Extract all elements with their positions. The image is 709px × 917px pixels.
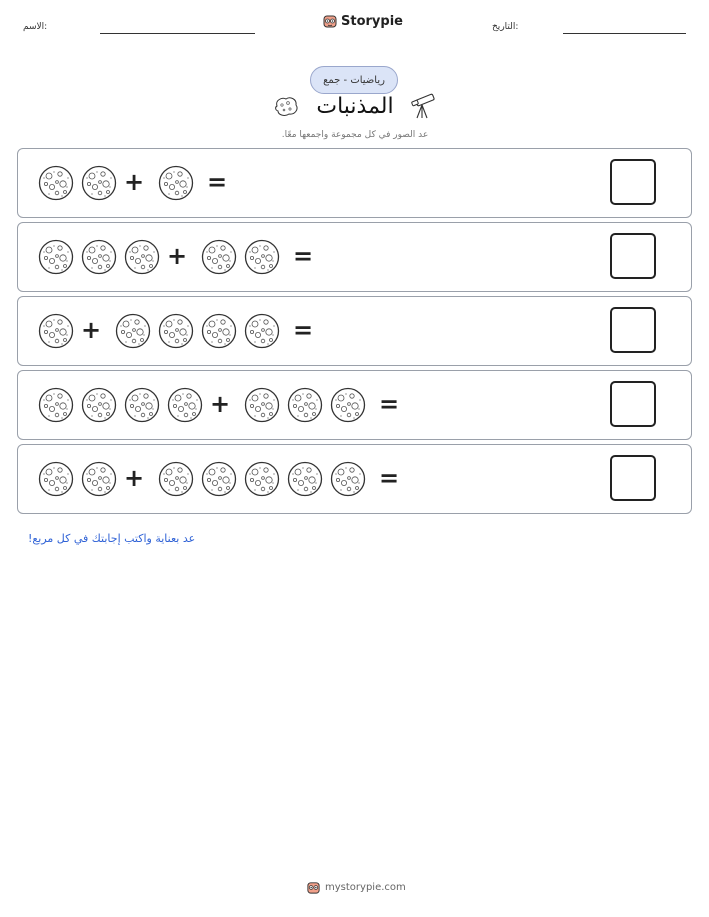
worksheet-subtitle: عد الصور في كل مجموعة واجمعها معًا. xyxy=(281,130,429,140)
comet-icon xyxy=(244,461,280,497)
answer-box[interactable] xyxy=(610,307,656,353)
comet-icon xyxy=(287,461,323,497)
plus-sign: + xyxy=(124,464,145,492)
storypie-logo-icon xyxy=(322,13,338,29)
footer-url[interactable]: mystorypie.com xyxy=(325,882,406,893)
name-line[interactable] xyxy=(100,33,255,34)
comet-icon xyxy=(158,461,194,497)
comet-icon xyxy=(244,239,280,275)
equals-sign: = xyxy=(207,168,228,196)
brand-name: Storypie xyxy=(341,13,403,29)
problem-row xyxy=(17,222,692,292)
equals-sign: = xyxy=(293,316,314,344)
comet-icon xyxy=(244,387,280,423)
problem-row xyxy=(17,444,692,514)
footer-brand xyxy=(306,880,406,895)
name-label: الاسم: xyxy=(23,22,48,32)
comet-icon xyxy=(124,239,160,275)
comet-icon xyxy=(201,461,237,497)
telescope-icon xyxy=(408,92,438,120)
comet-icon xyxy=(81,387,117,423)
comet-icon xyxy=(115,313,151,349)
instruction-note: عد بعناية واكتب إجابتك في كل مربع! xyxy=(28,532,196,545)
comet-icon xyxy=(38,165,74,201)
comet-icon xyxy=(38,239,74,275)
comet-icon xyxy=(38,387,74,423)
problem-row xyxy=(17,296,692,366)
comet-icon xyxy=(158,313,194,349)
comet-icon xyxy=(38,313,74,349)
brand-header xyxy=(322,13,403,29)
storypie-logo-icon xyxy=(306,880,321,895)
comet-icon xyxy=(38,461,74,497)
comet-icon xyxy=(330,387,366,423)
comet-icon xyxy=(81,461,117,497)
equals-sign: = xyxy=(379,390,400,418)
answer-box[interactable] xyxy=(610,233,656,279)
comet-icon xyxy=(81,239,117,275)
answer-box[interactable] xyxy=(610,455,656,501)
problem-row xyxy=(17,148,692,218)
comet-icon xyxy=(272,94,300,118)
comet-icon xyxy=(201,313,237,349)
plus-sign: + xyxy=(210,390,231,418)
plus-sign: + xyxy=(124,168,145,196)
comet-icon xyxy=(81,165,117,201)
comet-icon xyxy=(124,387,160,423)
answer-box[interactable] xyxy=(610,159,656,205)
comet-icon xyxy=(158,165,194,201)
equals-sign: = xyxy=(379,464,400,492)
comet-icon xyxy=(244,313,280,349)
subject-badge: رياضيات - جمع xyxy=(310,66,398,94)
comet-icon xyxy=(287,387,323,423)
equals-sign: = xyxy=(293,242,314,270)
plus-sign: + xyxy=(167,242,188,270)
answer-box[interactable] xyxy=(610,381,656,427)
problem-row xyxy=(17,370,692,440)
worksheet-title: المذنبات xyxy=(316,94,394,119)
date-line[interactable] xyxy=(563,33,686,34)
comet-icon xyxy=(167,387,203,423)
date-label: التاريخ: xyxy=(492,22,519,32)
comet-icon xyxy=(201,239,237,275)
plus-sign: + xyxy=(81,316,102,344)
comet-icon xyxy=(330,461,366,497)
